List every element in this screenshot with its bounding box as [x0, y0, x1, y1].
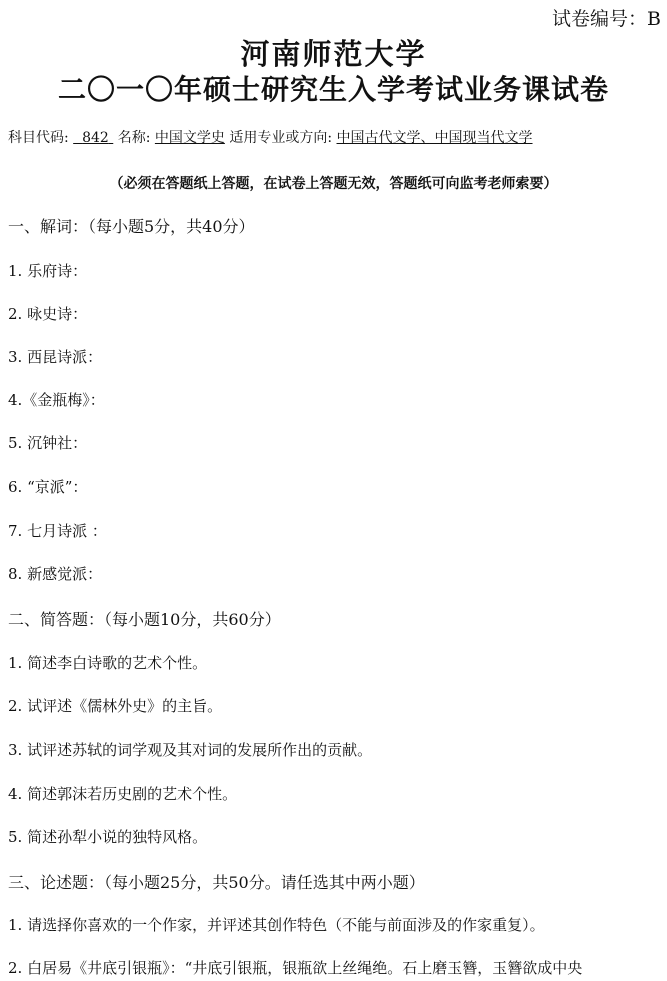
- question-item: 2. 白居易《井底引银瓶》：“井底引银瓶，银瓶欲上丝绳绝。石上磨玉簪，玉簪欲成中央: [8, 959, 583, 977]
- question-item: 6. “京派”：: [8, 478, 88, 496]
- major-label: 适用专业或方向:: [229, 130, 333, 146]
- code-label: 科目代码:: [8, 130, 69, 146]
- paper-code: 试卷编号：B: [552, 8, 661, 30]
- subject-meta: [8, 127, 533, 147]
- question-item: 1. 乐府诗：: [8, 262, 88, 280]
- name-label: 名称:: [117, 130, 151, 146]
- question-item: 5. 简述孙犁小说的独特风格。: [8, 828, 208, 846]
- question-item: 2. 咏史诗：: [8, 305, 88, 323]
- section-title: 一、解词：（每小题5分，共40分）: [8, 217, 255, 236]
- question-item: 3. 西昆诗派：: [8, 348, 103, 366]
- question-item: 4.《金瓶梅》：: [8, 391, 105, 409]
- code-value: 842: [82, 130, 109, 146]
- question-item: 2. 试评述《儒林外史》的主旨。: [8, 697, 223, 715]
- question-item: 7. 七月诗派 ：: [8, 522, 107, 540]
- name-value: 中国文学史: [154, 130, 225, 146]
- university-title: 河南师范大学: [240, 37, 427, 71]
- question-item: 5. 沉钟社：: [8, 434, 88, 452]
- question-item: 1. 请选择你喜欢的一个作家，并评述其创作特色（不能与前面涉及的作家重复）。: [8, 916, 545, 934]
- question-item: 8. 新感觉派：: [8, 565, 103, 583]
- question-item: 1. 简述李白诗歌的艺术个性。: [8, 654, 208, 672]
- major-value: 中国古代文学、中国现当代文学: [336, 130, 533, 146]
- question-item: 3. 试评述苏轼的词学观及其对词的发展所作出的贡献。: [8, 741, 373, 759]
- question-item: 4. 简述郭沫若历史剧的艺术个性。: [8, 785, 238, 803]
- section-title: 三、论述题：（每小题25分，共50分。请任选其中两小题）: [8, 873, 425, 892]
- answer-notice: （必须在答题纸上答题，在试卷上答题无效，答题纸可向监考老师索要）: [109, 176, 558, 192]
- section-title: 二、简答题：（每小题10分，共60分）: [8, 610, 281, 629]
- exam-title: 二〇一〇年硕士研究生入学考试业务课试卷: [57, 73, 609, 106]
